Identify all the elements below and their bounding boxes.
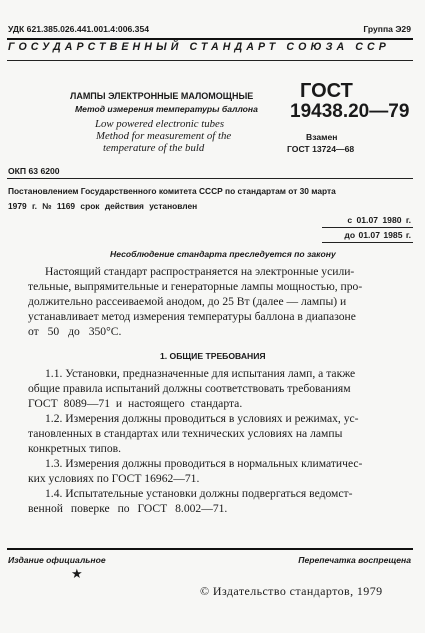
star-icon: ★	[71, 567, 83, 582]
decree-line2: 1979 г. № 1169 срок действия установлен	[8, 201, 198, 211]
section1-heading: 1. ОБЩИЕ ТРЕБОВАНИЯ	[160, 351, 266, 361]
decree-line1: Постановлением Государственного комитета СССР по стандартам от 30 марта	[8, 186, 336, 196]
p1-2-line1: 1.2. Измерения должны проводиться в условиях и режимах, ус-	[45, 412, 359, 425]
p1-1-line1: 1.1. Установки, предназначенные для испытания ламп, а также	[45, 367, 356, 380]
p1-2-line2: тановленных в стандартах или технических условиях на лампы	[28, 427, 343, 440]
group-code: Группа Э29	[363, 24, 411, 34]
p1-1-line3: ГОСТ 8089—71 и настоящего стандарта.	[28, 397, 243, 410]
reprint-forbidden: Перепечатка воспрещена	[298, 555, 411, 565]
intro-line3: должительно рассеиваемой анодом, до 25 Вт (далее — лампы) и	[28, 295, 347, 308]
p1-2-line3: конкретных типов.	[28, 442, 122, 455]
header-rule-bottom	[7, 60, 413, 61]
title-en-line1: Low powered electronic tubes	[95, 118, 225, 130]
okp-rule	[7, 178, 413, 179]
p1-3-line2: ких условиях по ГОСТ 16962—71.	[28, 472, 200, 485]
title-en-line2: Method for measurement of the	[96, 130, 232, 142]
p1-1-line2: общие правила испытаний должны соответствовать требованиям	[28, 382, 351, 395]
publisher-copyright: © Издательство стандартов, 1979	[200, 584, 383, 598]
replaces-gost: ГОСТ 13724—68	[287, 144, 355, 154]
gost-number: 19438.20—79	[290, 101, 410, 122]
replaces-label: Взамен	[306, 132, 338, 142]
footer-rule	[7, 548, 413, 550]
intro-line5: от 50 до 350°С.	[28, 325, 122, 338]
p1-3-line1: 1.3. Измерения должны проводиться в нормальных климатичес-	[45, 457, 363, 470]
p1-4-line2: венной поверке по ГОСТ 8.002—71.	[28, 502, 228, 515]
title-ru-line1: ЛАМПЫ ЭЛЕКТРОННЫЕ МАЛОМОЩНЫЕ	[70, 91, 254, 101]
intro-line1: Настоящий стандарт распространяется на электронные усили-	[45, 265, 355, 278]
title-ru-line2: Метод измерения температуры баллона	[75, 104, 258, 114]
official-edition: Издание официальное	[8, 555, 106, 565]
udk-code: УДК 621.385.026.441.001.4:006.354	[8, 24, 149, 34]
law-notice: Несоблюдение стандарта преследуется по закону	[110, 249, 336, 259]
okp-code: ОКП 63 6200	[8, 166, 60, 176]
decree-to-rule	[322, 242, 413, 243]
intro-line2: тельные, выпрямительные и генераторные лампы мощностью, про-	[28, 280, 363, 293]
decree-from: с 01.07 1980 г.	[347, 215, 411, 225]
decree-to: до 01.07 1985 г.	[344, 230, 411, 240]
intro-line4: устанавливает метод измерения температуры баллона в диапазоне	[28, 310, 356, 323]
header-rule-top	[7, 38, 413, 40]
p1-4-line1: 1.4. Испытательные установки должны подвергаться ведомст-	[45, 487, 353, 500]
gost-label: ГОСТ	[300, 80, 353, 102]
standard-title: ГОСУДАРСТВЕННЫЙ СТАНДАРТ СОЮЗА ССР	[8, 41, 390, 53]
title-en-line3: temperature of the buld	[103, 142, 205, 154]
decree-from-rule	[322, 227, 413, 228]
